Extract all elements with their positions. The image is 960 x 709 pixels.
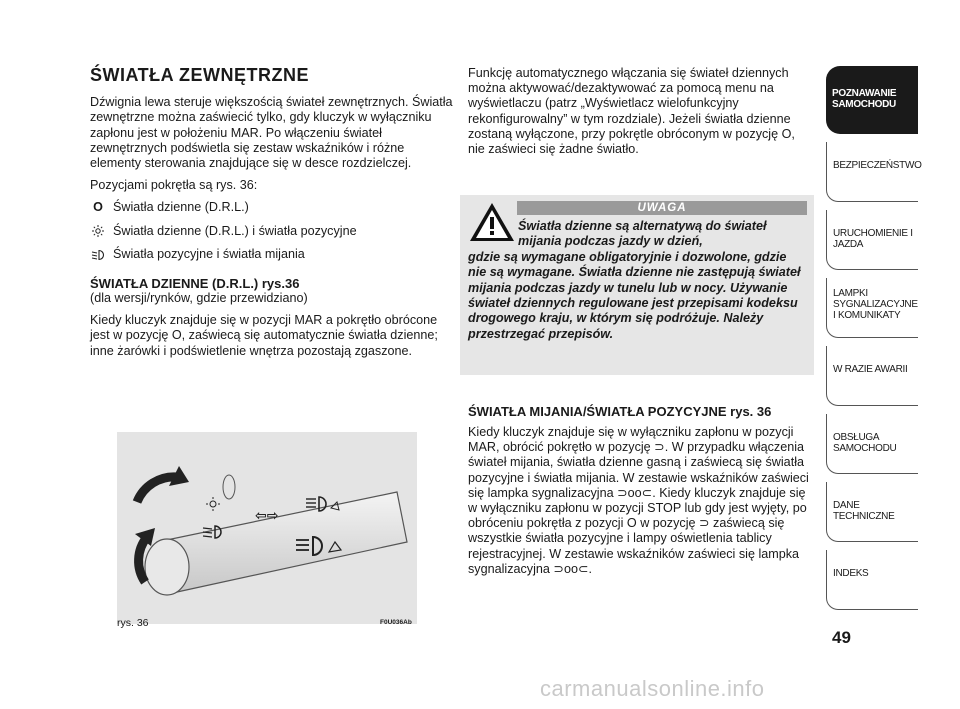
left-column — [90, 66, 458, 366]
tab-awarii[interactable]: W RAZIE AWARII — [826, 346, 918, 406]
tab-poznawanie[interactable]: POZNAWANIE SAMOCHODU — [826, 66, 918, 134]
sun-icon — [206, 497, 220, 511]
tab-dane[interactable]: DANE TECHNICZNE — [826, 482, 918, 542]
auto-drl-paragraph: Funkcję automatycznego włączania się świateł dziennych można aktywować/dezaktywować za pomocą menu na wyświetlaczu (patrz „Wyświetlacz wielofunkcyjny rekonfigurowalny” w tym rozdziale). Jeżeli światła dzienne zostaną wyłączone, przy pokrętle obróconym w pozycję O, nie zaświeci się żadne światło. — [468, 66, 795, 157]
stalk-illustration — [117, 432, 417, 624]
drl-paragraph: Kiedy kluczyk znajduje się w pozycji MAR a pokrętło obrócone jest w pozycję O, zaświecą się automatycznie światła dzienne; inne żarówki i podświetlenie wnętrza pozostają zgaszone. — [90, 313, 438, 358]
tab-lampki[interactable]: LAMPKI SYGNALIZACYJNE I KOMUNIKATY — [826, 278, 918, 338]
position-text: Światła dzienne (D.R.L.) i światła pozycyjne — [113, 223, 357, 238]
o-symbol: O — [93, 200, 103, 215]
lowbeam-heading: ŚWIATŁA MIJANIA/ŚWIATŁA POZYCYJNE rys. 36 — [468, 404, 772, 419]
drl-heading: ŚWIATŁA DZIENNE (D.R.L.) rys.36 — [90, 276, 300, 292]
figure-code: F0U036Ab — [380, 619, 412, 626]
tab-uruchomienie[interactable]: URUCHOMIENIE I JAZDA — [826, 210, 918, 270]
position-item-lowbeam — [90, 247, 458, 262]
chapter-sidebar — [826, 66, 922, 618]
position-text: Światła dzienne (D.R.L.) — [113, 200, 249, 215]
section-title: ŚWIATŁA ZEWNĘTRZNE — [90, 65, 309, 85]
tab-obsluga[interactable]: OBSŁUGA SAMOCHODU — [826, 414, 918, 474]
lowbeam-section — [468, 404, 814, 584]
page-number: 49 — [832, 628, 851, 647]
intro-paragraph: Dźwignia lewa steruje większością świateł zewnętrznych. Światła zewnętrzne można zaświecić tylko, gdy kluczyk w wyłączniku zapłonu jest w położeniu MAR. Po włączeniu świateł zewnętrznych podświetla się zestaw wskaźników i różne elementy sterowania znajdujące się w desce rozdzielczej. — [90, 95, 453, 171]
positions-intro: Pozycjami pokrętła są rys. 36: — [90, 178, 258, 193]
warning-lead: Światła dzienne są alternatywą do świateł mijania podczas jazdy w dzień, — [518, 219, 767, 249]
sun-icon — [90, 224, 106, 239]
warning-box — [460, 195, 814, 375]
figure-caption: rys. 36 — [117, 617, 149, 629]
drl-subtitle: (dla wersji/rynków, gdzie przewidziano) — [90, 291, 308, 306]
right-column — [468, 66, 814, 164]
tab-bezpieczenstwo[interactable]: BEZPIECZEŃSTWO — [826, 142, 918, 202]
lowbeam-icon — [90, 247, 106, 262]
warning-body: gdzie są wymagane obligatoryjnie i dozwolone, gdzie nie są wymagane. Światła dzienne nie zastępują świateł mijania podczas jazdy w tunelu lub w nocy. Używanie świateł dziennych regulowane jest przepisami kodeksu drogowego kraju, w którym się podróżuje. Należy przestrzegać przepisów. — [468, 249, 801, 341]
watermark: carmanualsonline.info — [540, 676, 765, 701]
position-item-sidelights — [90, 224, 458, 239]
lowbeam-paragraph: Kiedy kluczyk znajduje się w wyłączniku zapłonu w pozycji MAR, obrócić pokrętło w pozycję ⊃. W przypadku włączenia świateł mijania, światła dzienne gasną i zaświecą się światła pozycyjne i światła mijania. W zestawie wskaźników zaświeci się lampka sygnalizacyjna ⊃oo⊂. Kiedy kluczyk znajduje się w wyłączniku zapłonu w pozycji STOP lub gdy jest wyjęty, po obróceniu pokrętła z pozycji O w pozycję ⊃ zaświecą się wszystkie światła pozycyjne i lampy oświetlenia tablicy rejestracyjnej. W zestawie wskaźników zaświeci się lampka sygnalizacyjna ⊃oo⊂. — [468, 425, 809, 576]
lever-figure — [117, 432, 417, 624]
tab-indeks[interactable]: INDEKS — [826, 550, 918, 610]
turn-signal-icon: ⇦⇨ — [255, 508, 279, 524]
position-text: Światła pozycyjne i światła mijania — [113, 246, 305, 261]
warning-text — [468, 219, 808, 342]
warning-label: UWAGA — [517, 201, 807, 215]
position-item-o — [90, 200, 458, 215]
